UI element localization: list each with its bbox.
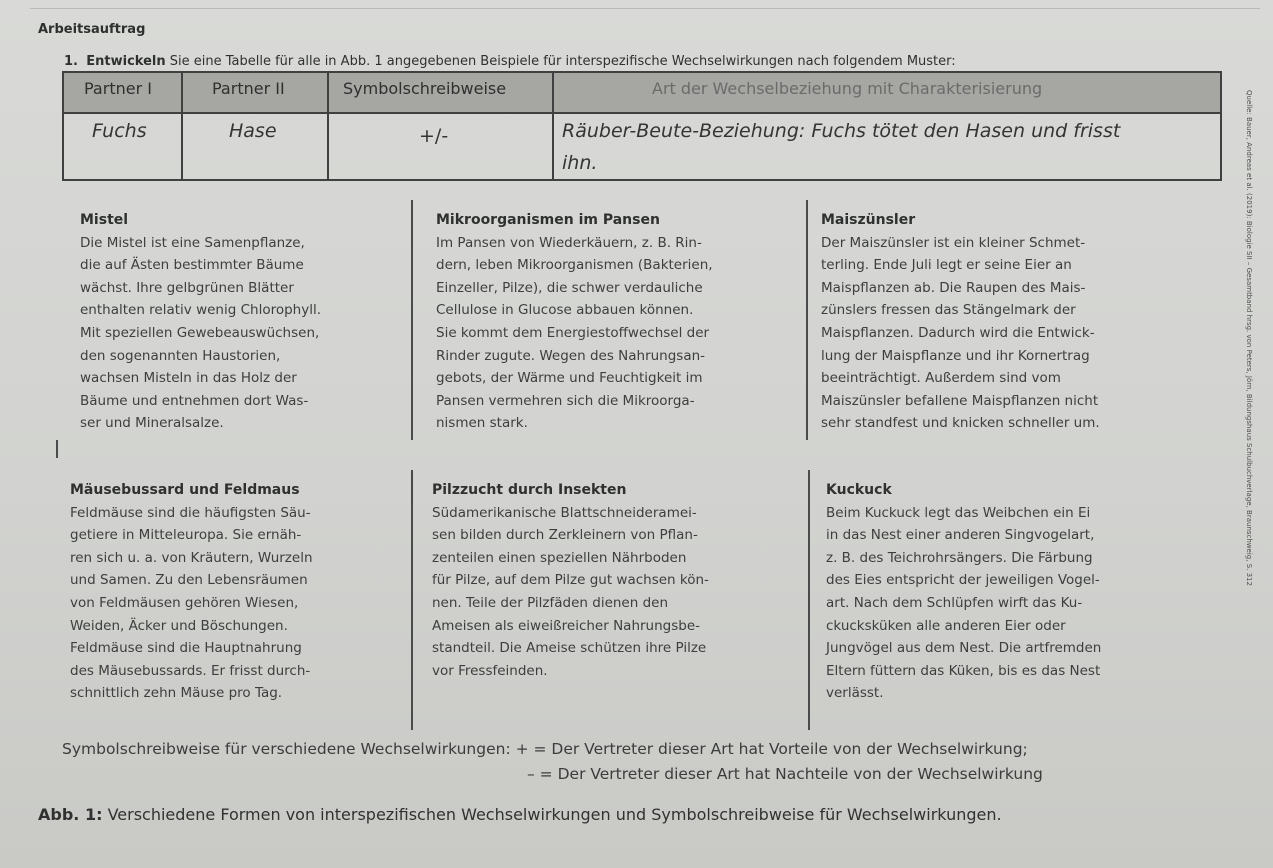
section-heading: Arbeitsauftrag [38, 22, 146, 37]
text-line: enthalten relativ wenig Chlorophyll. [80, 302, 322, 319]
header-partner-2: Partner II [212, 79, 285, 98]
text-line: Mit speziellen Gewebeauswüchsen, [80, 324, 320, 341]
text-line: sehr standfest und knicken schneller um. [821, 415, 1100, 432]
text-line: Maiszünsler befallene Maispflanzen nicht [821, 392, 1099, 409]
text-line: den sogenannten Haustorien, [80, 347, 281, 364]
figure-caption [38, 805, 1002, 824]
column-divider [808, 470, 810, 730]
task-verb: Entwickeln [86, 54, 166, 69]
text-line: nen. Teile der Pilzfäden dienen den [432, 594, 669, 611]
example-symbol: +/- [419, 125, 449, 147]
text-line: Der Maiszünsler ist ein kleiner Schmet- [821, 234, 1086, 251]
text-line: terling. Ende Juli legt er seine Eier an [821, 257, 1072, 274]
text-line: zenteilen einen speziellen Nährboden [432, 549, 687, 566]
text-line: von Feldmäusen gehören Wiesen, [70, 594, 299, 611]
text-line: dern, leben Mikroorganismen (Bakterien, [436, 257, 713, 274]
page-top-edge [30, 8, 1260, 9]
text-line: verlässt. [826, 685, 884, 702]
text-line: Die Mistel ist eine Samenpflanze, [80, 234, 305, 251]
text-line: Südamerikanische Blattschneideramei- [432, 504, 697, 521]
text-line: zünslers fressen das Stängelmark der [821, 302, 1076, 319]
figure-label: Abb. 1: [38, 805, 103, 824]
task-text: Sie eine Tabelle für alle in Abb. 1 angegebenen Beispiele für interspezifische Wechselwirkungen nach folgendem Muster: [169, 54, 956, 69]
text-line: Ameisen als eiweißreicher Nahrungsbe- [432, 617, 701, 634]
example-pilzzucht [432, 479, 709, 682]
text-line: Feldmäuse sind die Hauptnahrung [70, 640, 302, 657]
text-line: art. Nach dem Schlüpfen wirft das Ku- [826, 594, 1083, 611]
text-line: schnittlich zehn Mäuse pro Tag. [70, 685, 283, 702]
text-line: getiere in Mitteleuropa. Sie ernäh- [70, 527, 302, 544]
table-rule [62, 179, 1222, 181]
header-partner-1: Partner I [84, 79, 152, 98]
text-line: und Samen. Zu den Lebensräumen [70, 572, 308, 589]
example-kuckuck [826, 479, 1101, 705]
text-line: Rinder zugute. Wegen des Nahrungsan- [436, 347, 706, 364]
text-line: wachsen Misteln in das Holz der [80, 370, 297, 387]
example-maiszuensler [821, 209, 1100, 435]
text-line: Sie kommt dem Energiestoffwechsel der [436, 324, 710, 341]
header-symbol: Symbolschreibweise [343, 79, 507, 98]
text-line: z. B. des Teichrohrsängers. Die Färbung [826, 549, 1093, 566]
example-title: Maiszünsler [821, 212, 916, 228]
text-line: des Eies entspricht der jeweiligen Vogel- [826, 572, 1100, 589]
text-line: beeinträchtigt. Außerdem sind vom [821, 370, 1061, 387]
text-line: Einzeller, Pilze), die schwer verdauliche [436, 279, 703, 296]
task-number: 1. [64, 54, 78, 69]
table-rule [62, 112, 1222, 114]
column-divider [411, 200, 413, 440]
text-line: standteil. Die Ameise schützen ihre Pilze [432, 640, 707, 657]
text-line: Jungvögel aus dem Nest. Die artfremden [826, 640, 1102, 657]
text-line: gebots, der Wärme und Feuchtigkeit im [436, 370, 703, 387]
text-line: für Pilze, auf dem Pilze gut wachsen kön- [432, 572, 709, 589]
text-line: Beim Kuckuck legt das Weibchen ein Ei [826, 504, 1091, 521]
example-partner-2: Hase [229, 120, 277, 142]
text-line: lung der Maispflanze und ihr Kornertrag [821, 347, 1090, 364]
text-line: ckucksküken alle anderen Eier oder [826, 617, 1066, 634]
text-line: Feldmäuse sind die häufigsten Säu- [70, 504, 311, 521]
text-line: ren sich u. a. von Kräutern, Wurzeln [70, 549, 313, 566]
column-divider [806, 200, 808, 440]
symbol-legend-line-2: – = Der Vertreter dieser Art hat Nachteile von der Wechselwirkung [527, 765, 1043, 783]
table-rule [181, 71, 183, 181]
text-line: wächst. Ihre gelbgrünen Blätter [80, 279, 294, 296]
text-line: Maispflanzen. Dadurch wird die Entwick- [821, 324, 1095, 341]
table-rule [62, 71, 64, 181]
text-line: in das Nest einer anderen Singvogelart, [826, 527, 1095, 544]
example-title: Pilzzucht durch Insekten [432, 482, 627, 498]
example-pansen [436, 209, 713, 435]
example-title: Mikroorganismen im Pansen [436, 212, 660, 228]
example-mistel [80, 209, 321, 435]
template-table [62, 71, 1222, 181]
table-rule [552, 71, 554, 181]
table-rule [327, 71, 329, 181]
table-rule [1220, 71, 1222, 181]
header-relation: Art der Wechselbeziehung mit Charakterisierung [652, 79, 1043, 98]
table-rule [62, 71, 1222, 73]
example-title: Kuckuck [826, 482, 892, 498]
symbol-legend-line-1: Symbolschreibweise für verschiedene Wechselwirkungen: + = Der Vertreter dieser Art hat Vorteile von der Wechselwirkung; [62, 740, 1028, 758]
text-line: Im Pansen von Wiederkäuern, z. B. Rin- [436, 234, 702, 251]
text-line: Maispflanzen ab. Die Raupen des Mais- [821, 279, 1086, 296]
example-maeusebussard [70, 479, 313, 705]
figure-caption-text: Verschiedene Formen von interspezifischen Wechselwirkungen und Symbolschreibweise für Wechselwirkungen. [107, 805, 1002, 824]
text-line: Pansen vermehren sich die Mikroorga- [436, 392, 695, 409]
text-line: vor Fressfeinden. [432, 662, 548, 679]
text-line: nismen stark. [436, 415, 528, 432]
text-line: Cellulose in Glucose abbauen können. [436, 302, 694, 319]
example-partner-1: Fuchs [92, 120, 147, 142]
task-instruction [64, 54, 956, 69]
text-line: ser und Mineralsalze. [80, 415, 224, 432]
text-line: Bäume und entnehmen dort Was- [80, 392, 309, 409]
source-credit: Quelle: Bauer, Andreas et al. (2019): Biologie SII – Gesamtband hrsg. von Peters, Jörn, Bildungshaus Schulbuchverlage, Braunschweig, S. 312 [1245, 90, 1253, 586]
column-divider [411, 470, 413, 730]
text-line: Eltern füttern das Küken, bis es das Nest [826, 662, 1101, 679]
text-line: die auf Ästen bestimmter Bäume [80, 257, 304, 274]
example-title: Mistel [80, 212, 129, 228]
column-divider [56, 440, 58, 458]
example-relation-line-2: ihn. [562, 152, 598, 174]
example-relation-line-1: Räuber-Beute-Beziehung: Fuchs tötet den Hasen und frisst [562, 120, 1121, 142]
text-line: Weiden, Äcker und Böschungen. [70, 617, 288, 634]
text-line: sen bilden durch Zerkleinern von Pflan- [432, 527, 698, 544]
text-line: des Mäusebussards. Er frisst durch- [70, 662, 311, 679]
example-title: Mäusebussard und Feldmaus [70, 482, 300, 498]
